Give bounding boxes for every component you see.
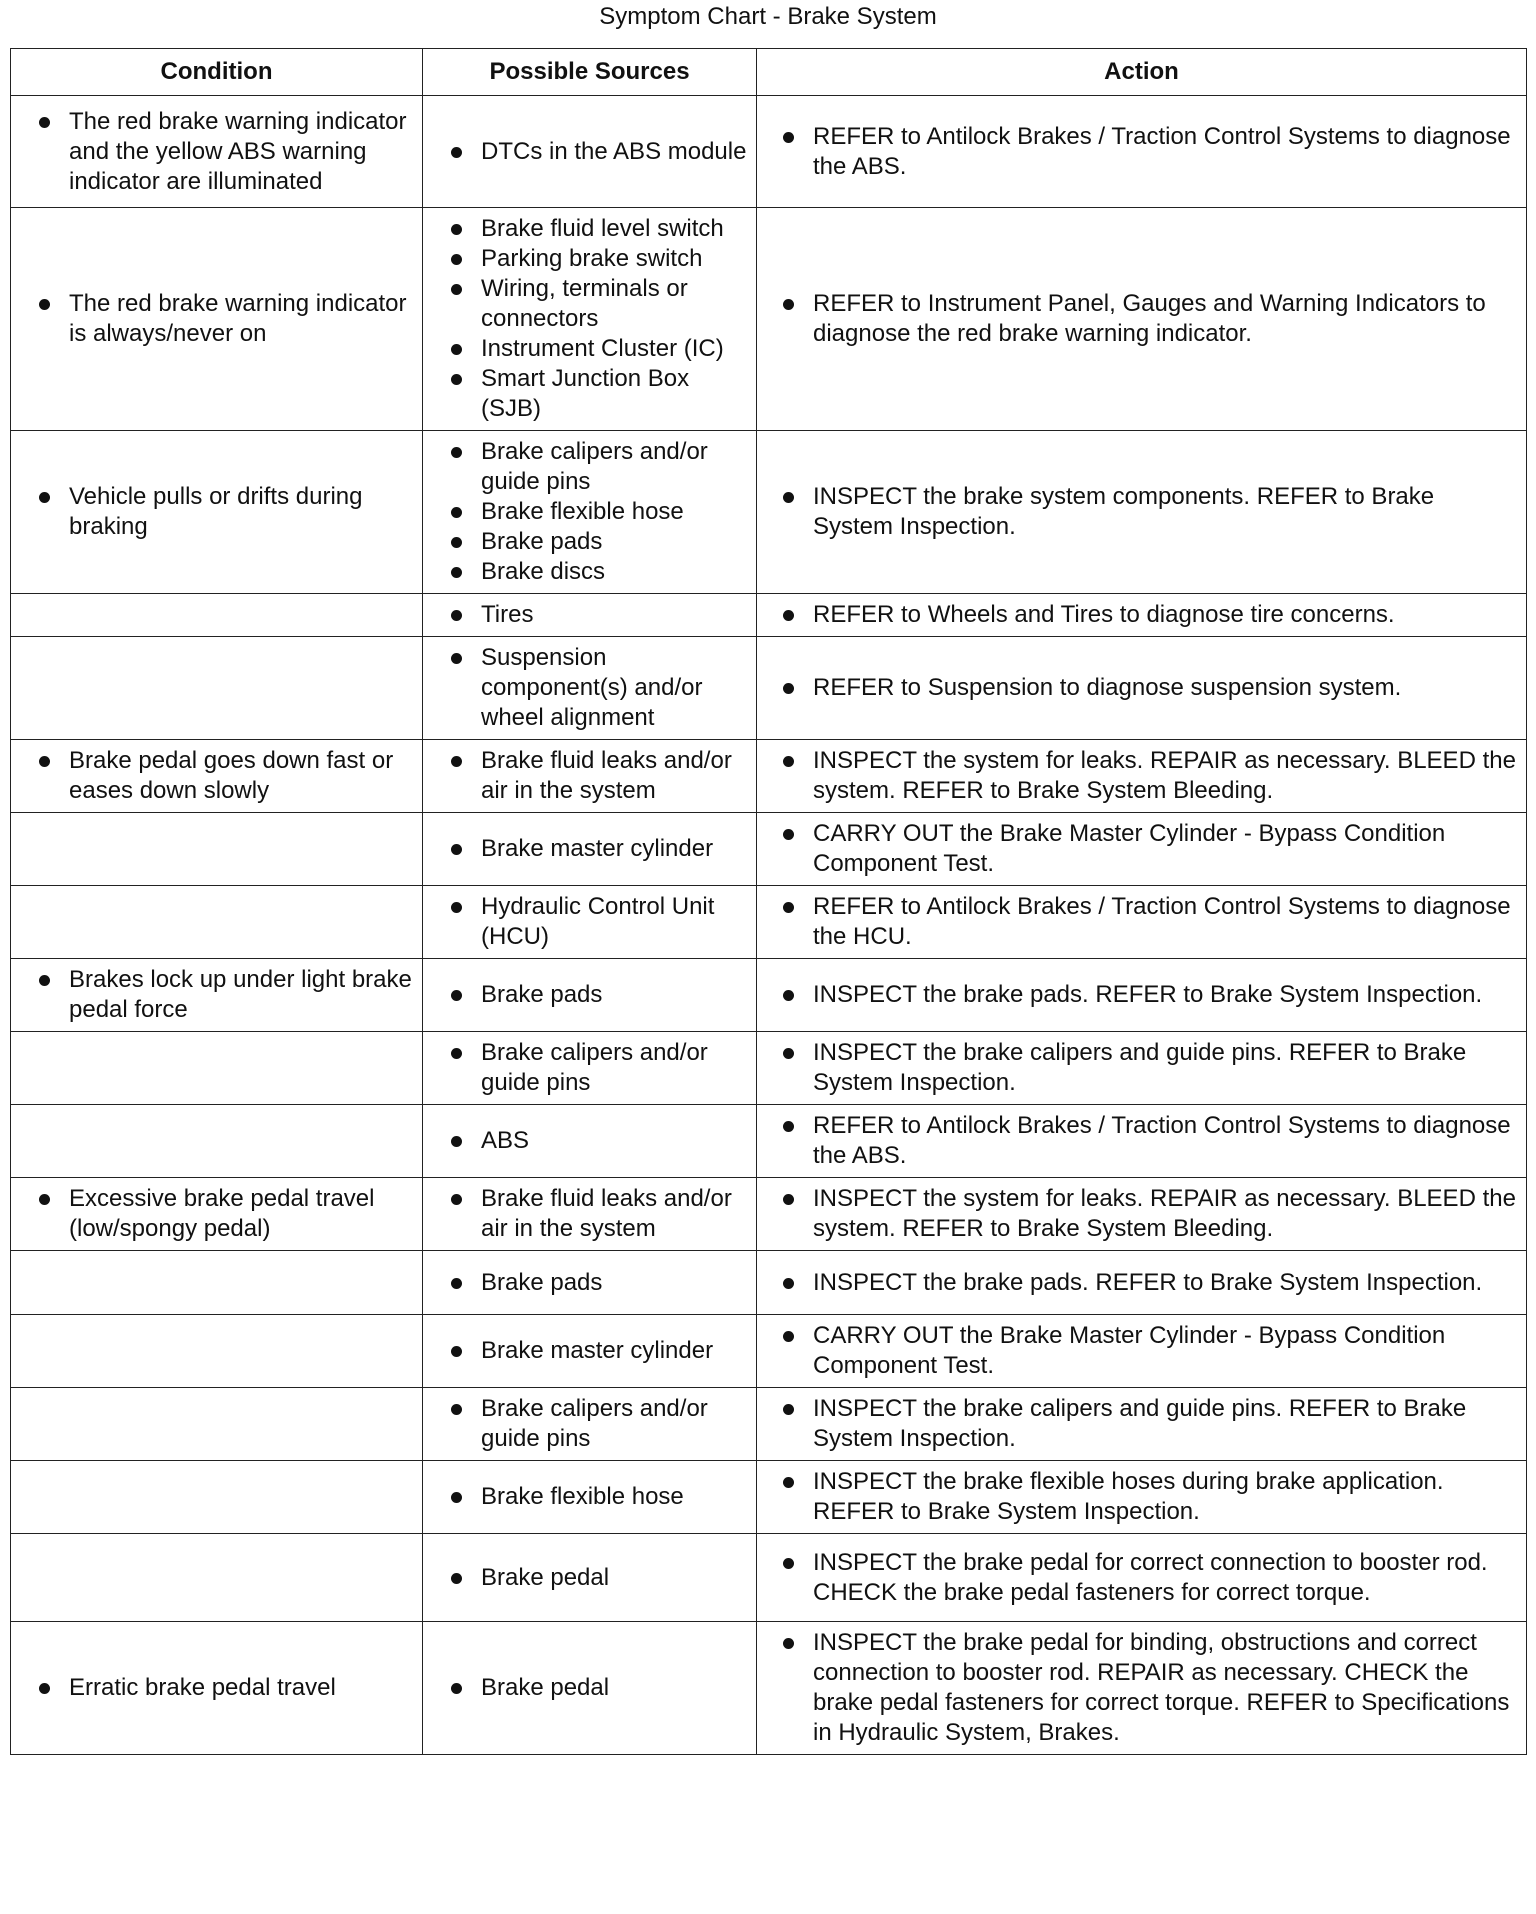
source-item: Brake discs xyxy=(433,557,748,587)
action-text: INSPECT the brake pedal for binding, obstructions and correct connection to booster rod. REPAIR as necessary. CHECK the brake pedal fasteners for correct torque. REFER to Specifications in Hydraulic System, Brakes. xyxy=(767,1628,1518,1748)
source-item: Brake calipers and/or guide pins xyxy=(433,1038,748,1098)
condition-cell xyxy=(11,813,423,886)
sources-cell xyxy=(423,96,757,208)
header-condition: Condition xyxy=(11,49,423,96)
condition-text: Brakes lock up under light brake pedal force xyxy=(21,965,414,1025)
action-text: CARRY OUT the Brake Master Cylinder - Bypass Condition Component Test. xyxy=(767,819,1518,879)
condition-text: Brake pedal goes down fast or eases down slowly xyxy=(21,746,414,806)
action-cell xyxy=(757,431,1527,594)
sources-cell xyxy=(423,886,757,959)
action-text: INSPECT the brake pedal for correct connection to booster rod. CHECK the brake pedal fasteners for correct torque. xyxy=(767,1548,1518,1608)
sources-cell xyxy=(423,1388,757,1461)
source-item: Instrument Cluster (IC) xyxy=(433,334,748,364)
source-item: Tires xyxy=(433,600,748,630)
sources-cell xyxy=(423,1032,757,1105)
action-cell xyxy=(757,208,1527,431)
sources-cell xyxy=(423,594,757,637)
condition-cell xyxy=(11,886,423,959)
action-cell xyxy=(757,1105,1527,1178)
table-row xyxy=(11,1534,1527,1622)
source-item: Brake pads xyxy=(433,1268,748,1298)
action-cell xyxy=(757,1534,1527,1622)
table-row xyxy=(11,594,1527,637)
table-row xyxy=(11,637,1527,740)
source-item: Brake master cylinder xyxy=(433,834,748,864)
action-text: REFER to Suspension to diagnose suspension system. xyxy=(767,673,1518,703)
condition-text: Excessive brake pedal travel (low/spongy pedal) xyxy=(21,1184,414,1244)
condition-cell xyxy=(11,1315,423,1388)
action-text: INSPECT the brake calipers and guide pins. REFER to Brake System Inspection. xyxy=(767,1038,1518,1098)
condition-cell xyxy=(11,1105,423,1178)
action-cell xyxy=(757,959,1527,1032)
source-item: Brake calipers and/or guide pins xyxy=(433,1394,748,1454)
source-item: Brake pedal xyxy=(433,1563,748,1593)
sources-cell xyxy=(423,431,757,594)
condition-cell xyxy=(11,96,423,208)
action-cell xyxy=(757,1315,1527,1388)
source-item: Brake pads xyxy=(433,527,748,557)
action-text: REFER to Wheels and Tires to diagnose tire concerns. xyxy=(767,600,1518,630)
table-row xyxy=(11,886,1527,959)
source-item: Brake fluid level switch xyxy=(433,214,748,244)
sources-cell xyxy=(423,1251,757,1315)
table-row xyxy=(11,1388,1527,1461)
action-cell xyxy=(757,1178,1527,1251)
action-cell xyxy=(757,740,1527,813)
header-action: Action xyxy=(757,49,1527,96)
source-item: Brake fluid leaks and/or air in the system xyxy=(433,1184,748,1244)
source-item: Brake flexible hose xyxy=(433,497,748,527)
condition-text: The red brake warning indicator is always/never on xyxy=(21,289,414,349)
action-cell xyxy=(757,1388,1527,1461)
source-item: DTCs in the ABS module xyxy=(433,137,748,167)
action-text: REFER to Antilock Brakes / Traction Control Systems to diagnose the HCU. xyxy=(767,892,1518,952)
action-text: REFER to Antilock Brakes / Traction Control Systems to diagnose the ABS. xyxy=(767,1111,1518,1171)
condition-cell xyxy=(11,740,423,813)
table-row xyxy=(11,1105,1527,1178)
action-text: REFER to Antilock Brakes / Traction Control Systems to diagnose the ABS. xyxy=(767,122,1518,182)
header-row xyxy=(11,49,1527,96)
table-row xyxy=(11,813,1527,886)
action-cell xyxy=(757,1251,1527,1315)
source-item: ABS xyxy=(433,1126,748,1156)
source-item: Brake fluid leaks and/or air in the system xyxy=(433,746,748,806)
condition-cell xyxy=(11,959,423,1032)
condition-cell xyxy=(11,1622,423,1755)
source-item: Brake pedal xyxy=(433,1673,748,1703)
symptom-table xyxy=(10,48,1527,1755)
condition-cell xyxy=(11,208,423,431)
sources-cell xyxy=(423,1622,757,1755)
action-cell xyxy=(757,1461,1527,1534)
condition-cell xyxy=(11,431,423,594)
sources-cell xyxy=(423,1105,757,1178)
source-item: Suspension component(s) and/or wheel alignment xyxy=(433,643,748,733)
condition-cell xyxy=(11,1388,423,1461)
action-cell xyxy=(757,1032,1527,1105)
action-cell xyxy=(757,96,1527,208)
sources-cell xyxy=(423,1534,757,1622)
table-row xyxy=(11,1251,1527,1315)
action-cell xyxy=(757,594,1527,637)
sources-cell xyxy=(423,1178,757,1251)
action-text: INSPECT the system for leaks. REPAIR as necessary. BLEED the system. REFER to Brake System Bleeding. xyxy=(767,746,1518,806)
source-item: Wiring, terminals or connectors xyxy=(433,274,748,334)
action-cell xyxy=(757,637,1527,740)
table-row xyxy=(11,96,1527,208)
table-row xyxy=(11,1178,1527,1251)
action-cell xyxy=(757,813,1527,886)
table-row xyxy=(11,208,1527,431)
table-row xyxy=(11,959,1527,1032)
table-row xyxy=(11,1315,1527,1388)
source-item: Hydraulic Control Unit (HCU) xyxy=(433,892,748,952)
action-text: INSPECT the system for leaks. REPAIR as necessary. BLEED the system. REFER to Brake System Bleeding. xyxy=(767,1184,1518,1244)
sources-cell xyxy=(423,813,757,886)
condition-cell xyxy=(11,1032,423,1105)
action-text: CARRY OUT the Brake Master Cylinder - Bypass Condition Component Test. xyxy=(767,1321,1518,1381)
sources-cell xyxy=(423,1315,757,1388)
condition-text: Vehicle pulls or drifts during braking xyxy=(21,482,414,542)
sources-cell xyxy=(423,1461,757,1534)
action-cell xyxy=(757,886,1527,959)
sources-cell xyxy=(423,637,757,740)
condition-cell xyxy=(11,637,423,740)
sources-cell xyxy=(423,208,757,431)
source-item: Brake calipers and/or guide pins xyxy=(433,437,748,497)
header-possible-sources: Possible Sources xyxy=(423,49,757,96)
condition-cell xyxy=(11,1461,423,1534)
table-row xyxy=(11,431,1527,594)
condition-cell xyxy=(11,1178,423,1251)
action-text: REFER to Instrument Panel, Gauges and Warning Indicators to diagnose the red brake warning indicator. xyxy=(767,289,1518,349)
table-row xyxy=(11,1461,1527,1534)
sources-cell xyxy=(423,740,757,813)
condition-cell xyxy=(11,594,423,637)
source-item: Brake master cylinder xyxy=(433,1336,748,1366)
condition-text: Erratic brake pedal travel xyxy=(21,1673,414,1703)
condition-cell xyxy=(11,1534,423,1622)
table-row xyxy=(11,1622,1527,1755)
action-cell xyxy=(757,1622,1527,1755)
action-text: INSPECT the brake system components. REFER to Brake System Inspection. xyxy=(767,482,1518,542)
action-text: INSPECT the brake pads. REFER to Brake System Inspection. xyxy=(767,1268,1518,1298)
condition-cell xyxy=(11,1251,423,1315)
sources-cell xyxy=(423,959,757,1032)
action-text: INSPECT the brake flexible hoses during brake application. REFER to Brake System Inspection. xyxy=(767,1467,1518,1527)
source-item: Brake pads xyxy=(433,980,748,1010)
condition-text: The red brake warning indicator and the yellow ABS warning indicator are illuminated xyxy=(21,107,414,197)
table-row xyxy=(11,1032,1527,1105)
page-title: Symptom Chart - Brake System xyxy=(599,3,937,30)
table-row xyxy=(11,740,1527,813)
source-item: Brake flexible hose xyxy=(433,1482,748,1512)
source-item: Smart Junction Box (SJB) xyxy=(433,364,748,424)
action-text: INSPECT the brake pads. REFER to Brake System Inspection. xyxy=(767,980,1518,1010)
action-text: INSPECT the brake calipers and guide pins. REFER to Brake System Inspection. xyxy=(767,1394,1518,1454)
source-item: Parking brake switch xyxy=(433,244,748,274)
